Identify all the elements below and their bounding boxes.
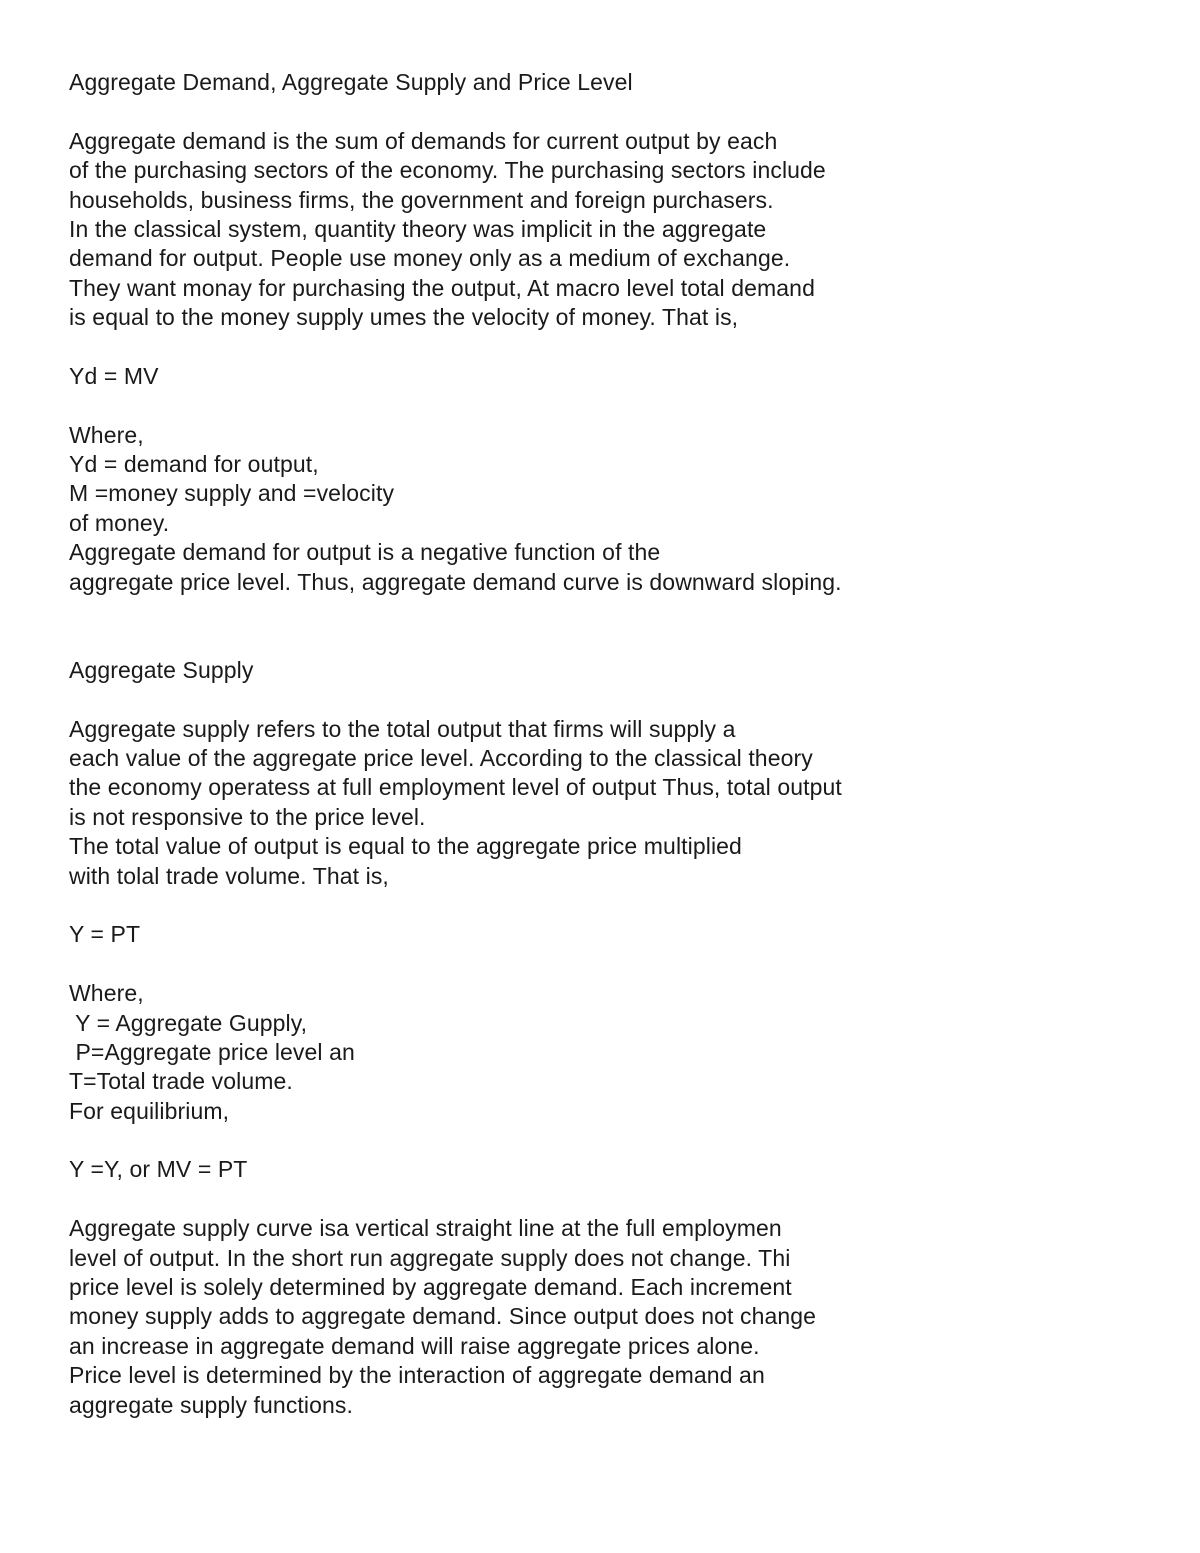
paragraph-line: T=Total trade volume. bbox=[69, 1068, 293, 1095]
paragraph-line: an increase in aggregate demand will raise aggregate prices alone. bbox=[69, 1332, 760, 1359]
spacer bbox=[69, 333, 1169, 362]
paragraph-line: money supply adds to aggregate demand. Since output does not change bbox=[69, 1303, 817, 1330]
paragraph-line: They want monay for purchasing the output, At macro level total demand bbox=[69, 274, 815, 301]
paragraph-line: is equal to the money supply umes the velocity of money. That is, bbox=[69, 304, 739, 331]
paragraph-line: P=Aggregate price level an bbox=[69, 1038, 355, 1065]
paragraph-line: of money. bbox=[69, 509, 170, 536]
paragraph-line: For equilibrium, bbox=[69, 1097, 230, 1124]
demand-where-block bbox=[69, 421, 1169, 597]
paragraph-line: In the classical system, quantity theory was implicit in the aggregate bbox=[69, 215, 767, 242]
paragraph-line: is not responsive to the price level. bbox=[69, 803, 426, 830]
spacer bbox=[69, 1126, 1169, 1155]
spacer bbox=[69, 950, 1169, 979]
paragraph-line: Aggregate demand is the sum of demands for current output by each bbox=[69, 127, 778, 154]
paragraph-line: Y = Aggregate Gupply, bbox=[69, 1009, 308, 1036]
paragraph-line: the economy operatess at full employment level of output Thus, total output bbox=[69, 774, 842, 801]
paragraph-line: households, business firms, the government and foreign purchasers. bbox=[69, 186, 774, 213]
spacer bbox=[69, 1185, 1169, 1214]
paragraph-line: price level is solely determined by aggregate demand. Each increment bbox=[69, 1274, 792, 1301]
document-page bbox=[69, 68, 1169, 1420]
paragraph-line: with tolal trade volume. That is, bbox=[69, 862, 389, 889]
spacer bbox=[69, 891, 1169, 920]
demand-paragraph bbox=[69, 127, 1169, 333]
paragraph-line: Aggregate demand for output is a negative function of the bbox=[69, 539, 661, 566]
spacer bbox=[69, 391, 1169, 420]
paragraph-line: Where, bbox=[69, 421, 144, 448]
document-title: Aggregate Demand, Aggregate Supply and Price Level bbox=[69, 69, 633, 95]
supply-heading: Aggregate Supply bbox=[69, 656, 254, 683]
paragraph-line: of the purchasing sectors of the economy. The purchasing sectors include bbox=[69, 157, 826, 184]
paragraph-line: The total value of output is equal to the aggregate price multiplied bbox=[69, 833, 742, 860]
supply-paragraph bbox=[69, 715, 1169, 891]
equilibrium-equation: Y =Y, or MV = PT bbox=[69, 1156, 248, 1183]
spacer bbox=[69, 685, 1169, 714]
demand-equation: Yd = MV bbox=[69, 362, 159, 389]
paragraph-line: Yd = demand for output, bbox=[69, 451, 319, 478]
paragraph-line: Aggregate supply curve isa vertical straight line at the full employmen bbox=[69, 1215, 782, 1242]
closing-paragraph bbox=[69, 1214, 1169, 1420]
paragraph-line: Where, bbox=[69, 980, 144, 1007]
spacer bbox=[69, 97, 1169, 126]
paragraph-line: Aggregate supply refers to the total output that firms will supply a bbox=[69, 715, 736, 742]
paragraph-line: M =money supply and =velocity bbox=[69, 480, 395, 507]
supply-equation: Y = PT bbox=[69, 921, 141, 948]
paragraph-line: Price level is determined by the interaction of aggregate demand an bbox=[69, 1362, 765, 1389]
paragraph-line: demand for output. People use money only as a medium of exchange. bbox=[69, 245, 791, 272]
paragraph-line: each value of the aggregate price level. According to the classical theory bbox=[69, 745, 813, 771]
paragraph-line: aggregate supply functions. bbox=[69, 1391, 354, 1418]
paragraph-line: level of output. In the short run aggregate supply does not change. Thi bbox=[69, 1244, 791, 1271]
paragraph-line: aggregate price level. Thus, aggregate demand curve is downward sloping. bbox=[69, 568, 842, 595]
spacer bbox=[69, 597, 1169, 656]
supply-where-block bbox=[69, 979, 1169, 1126]
